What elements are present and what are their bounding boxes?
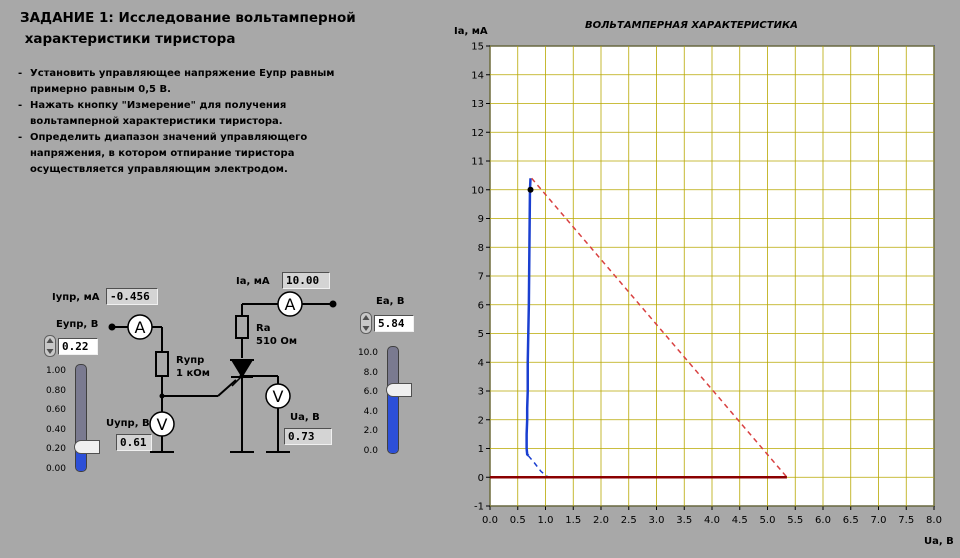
y-tick-label: 13: [471, 99, 484, 110]
y-axis-label: Ia, мА: [454, 26, 488, 37]
x-tick-label: 7.5: [898, 515, 915, 526]
y-tick-label: 12: [471, 127, 484, 139]
x-tick-label: 1.5: [565, 515, 582, 526]
y-tick-label: 8: [477, 242, 484, 254]
x-tick-label: 6.5: [842, 515, 859, 526]
anode-ammeter: [278, 292, 302, 316]
scale-tick-label: 0.40: [45, 424, 66, 435]
ra-value: 510 Ом: [256, 336, 298, 347]
y-tick-label: -1: [474, 501, 484, 513]
y-tick-label: 0: [477, 472, 484, 484]
scale-tick-label: 0.60: [45, 405, 66, 416]
ea-input[interactable]: 5.84: [374, 315, 414, 332]
x-tick-label: 2.5: [620, 515, 637, 526]
control-ammeter: [128, 315, 152, 339]
x-tick-label: 5.0: [759, 515, 776, 526]
instruction-line: - Нажать кнопку "Измерение" для получения: [30, 100, 287, 111]
y-tick-label: 7: [477, 271, 484, 283]
scale-tick-label: 10.0: [357, 348, 378, 358]
junction-dot: [240, 374, 245, 379]
eupr-spinner-arrows-icon[interactable]: [44, 335, 56, 357]
rupr-label: [176, 354, 210, 380]
scale-tick-label: 1.00: [45, 366, 66, 376]
eupr-slider-knob[interactable]: [74, 440, 100, 454]
eupr-input[interactable]: 0.22: [58, 338, 98, 355]
rupr-name: Rупр: [176, 355, 205, 366]
junction-dot: [160, 394, 165, 399]
iupr-indicator: -0.456: [106, 288, 158, 305]
scale-tick-label: 0.20: [45, 444, 66, 455]
terminal-dot: [109, 324, 116, 331]
x-tick-label: 1.0: [537, 515, 554, 526]
ua-indicator: 0.73: [284, 428, 332, 445]
instruction-line: вольтамперной характеристики тиристора.: [30, 116, 283, 127]
svg-text:V: V: [272, 387, 284, 406]
x-tick-label: 0.5: [509, 515, 526, 526]
instruction-line: примерно равным 0,5 В.: [30, 84, 171, 95]
svg-text:V: V: [156, 415, 168, 434]
ua-label: Ua, В: [290, 412, 320, 423]
circuit-schematic: [0, 0, 455, 558]
svg-text:A: A: [134, 318, 146, 337]
x-tick-label: 0.0: [482, 515, 498, 526]
ia-label: Ia, мА: [236, 276, 270, 287]
scale-tick-label: 0.0: [363, 445, 378, 456]
chart-title: ВОЛЬТАМПЕРНАЯ ХАРАКТЕРИСТИКА: [585, 20, 798, 31]
svg-text:A: A: [284, 295, 296, 314]
terminal-dot: [330, 301, 337, 308]
x-tick-label: 8.0: [926, 515, 942, 526]
scale-tick-label: 6.0: [363, 387, 378, 398]
vac-chart: [440, 16, 960, 558]
ea-slider-knob[interactable]: [386, 383, 412, 397]
control-voltmeter: [150, 412, 174, 436]
y-tick-label: 5: [477, 329, 484, 340]
y-tick-label: 9: [477, 214, 484, 225]
iupr-label: Iупр, мА: [52, 292, 100, 303]
scale-tick-label: 0.80: [45, 385, 66, 396]
y-tick-label: 2: [477, 415, 484, 427]
y-tick-label: 14: [471, 70, 484, 82]
ea-slider-fill: [388, 391, 398, 453]
ra-label: [256, 322, 297, 348]
task-title-line2: характеристики тиристора: [20, 31, 236, 47]
eupr-slider-track[interactable]: [75, 364, 87, 472]
x-tick-label: 5.5: [787, 515, 804, 526]
ea-slider-scale: [352, 344, 378, 462]
uupr-indicator: 0.61: [116, 434, 152, 451]
instruction-line: - Определить диапазон значений управляющего: [30, 132, 308, 143]
anode-voltmeter: [266, 384, 290, 408]
ea-label: Ea, В: [376, 296, 405, 307]
cursor-point: [528, 187, 534, 193]
x-axis-label: Ua, В: [924, 536, 954, 547]
rupr-value: 1 кОм: [176, 368, 210, 379]
x-tick-label: 4.5: [731, 515, 748, 526]
x-tick-label: 4.0: [704, 515, 720, 526]
x-tick-label: 2.0: [593, 515, 609, 526]
instruction-line: осуществляется управляющим электродом.: [30, 164, 288, 175]
ea-slider-track[interactable]: [387, 346, 399, 454]
scale-tick-label: 4.0: [363, 406, 378, 417]
x-tick-label: 7.0: [870, 515, 887, 526]
x-tick-label: 6.0: [815, 515, 831, 526]
scale-tick-label: 0.00: [45, 463, 66, 474]
x-tick-label: 3.0: [648, 515, 665, 526]
y-tick-label: 10: [471, 185, 484, 197]
scale-tick-label: 8.0: [363, 367, 378, 378]
scale-tick-label: 2.0: [363, 426, 378, 437]
instruction-line: напряжения, в котором отпирание тиристора: [30, 148, 295, 159]
y-tick-label: 4: [477, 357, 484, 369]
y-tick-label: 1: [477, 444, 484, 455]
y-tick-label: 3: [477, 386, 484, 398]
eupr-slider-scale: [36, 362, 66, 480]
ra-name: Ra: [256, 323, 271, 334]
ia-indicator: 10.00: [282, 272, 330, 289]
y-tick-label: 11: [471, 156, 484, 168]
y-tick-label: 15: [471, 41, 484, 53]
y-tick-label: 6: [477, 300, 484, 312]
task-title-line1: ЗАДАНИЕ 1: Исследование вольтамперной: [20, 10, 356, 26]
eupr-label: Eупр, В: [56, 319, 99, 330]
instruction-line: - Установить управляющее напряжение Eупр равным: [30, 68, 335, 79]
uupr-label: Uупр, В: [106, 418, 150, 429]
ea-spinner-arrows-icon[interactable]: [360, 312, 372, 334]
x-tick-label: 3.5: [676, 515, 693, 526]
